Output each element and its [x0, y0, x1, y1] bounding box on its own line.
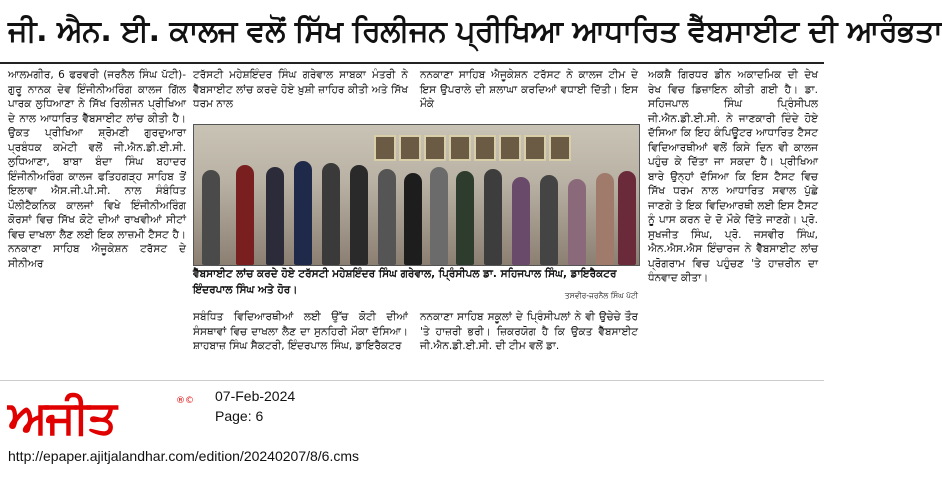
page-number: Page: 6 — [215, 408, 264, 424]
headline: ਜੀ. ਐਨ. ਈ. ਕਾਲਜ ਵਲੋਂ ਸਿੱਖ ਰਿਲੀਜਨ ਪ੍ਰੀਖਿਆ ਆਧਾਰਿਤ ਵੈੱਬਸਾਈਟ ਦੀ ਆਰੰਭਤਾ — [8, 14, 942, 49]
person — [378, 169, 396, 265]
wall-portrait — [474, 135, 496, 161]
person — [456, 171, 474, 265]
person — [404, 173, 422, 265]
person — [322, 163, 340, 265]
headline-rule — [0, 62, 824, 64]
wall-portrait — [524, 135, 546, 161]
ajit-logo: ਅਜੀਤ — [8, 390, 115, 444]
wall-portrait — [449, 135, 471, 161]
logo-trademark-mark: ®© — [176, 396, 194, 406]
wall-portrait — [499, 135, 521, 161]
column-4 — [648, 68, 818, 374]
person — [294, 161, 312, 265]
photo-caption-text: ਵੈੱਬਸਾਈਟ ਲਾਂਚ ਕਰਦੇ ਹੋਏ ਟਰੱਸਟੀ ਮਹੇਸ਼ਇੰਦਰ ਸਿੰਘ ਗਰੇਵਾਲ, ਪ੍ਰਿੰਸੀਪਲ ਡਾ. ਸਹਿਜਪਾਲ ਸਿੰਘ, ਡਾਇਰੈਕਟਰ ਇੰਦਰਪਾਲ ਸਿੰਘ ਅਤੇ ਹੋਰ। — [193, 268, 617, 296]
person — [568, 179, 586, 265]
edition-date: 07-Feb-2024 — [215, 388, 296, 404]
person — [596, 173, 614, 265]
column-2-top-text: ਟਰੱਸਟੀ ਮਹੇਸ਼ਇੰਦਰ ਸਿੰਘ ਗਰੇਵਾਲ ਸਾਬਕਾ ਮੰਤਰੀ ਨੇ ਵੈੱਬਸਾਈਟ ਲਾਂਚ ਕਰਦੇ ਹੋਏ ਖ਼ੁਸ਼ੀ ਜ਼ਾਹਿਰ ਕੀਤੀ ਅਤੇ ਸਿੱਖ ਧਰਮ ਨਾਲ — [193, 69, 408, 110]
column-2-bottom-text: ਸਬੰਧਿਤ ਵਿਦਿਆਰਥੀਆਂ ਲਈ ਉੱਚ ਕੋਟੀ ਦੀਆਂ ਸੰਸਥਾਵਾਂ ਵਿਚ ਦਾਖਲਾ ਲੈਣ ਦਾ ਸੁਨਹਿਰੀ ਮੌਕਾ ਦੱਸਿਆ। ਸ਼ਾਹਬਾਜ਼ ਸਿੰਘ ਸੈਕਟਰੀ, ਇੰਦਰਪਾਲ ਸਿੰਘ, ਡਾਇਰੈਕਟਰ — [193, 311, 408, 352]
wall-portrait — [374, 135, 396, 161]
column-2-top — [193, 68, 408, 120]
person — [618, 171, 636, 265]
column-3-top-text: ਨਨਕਾਣਾ ਸਾਹਿਬ ਐਜੂਕੇਸ਼ਨ ਟਰੱਸਟ ਨੇ ਕਾਲਜ ਟੀਮ ਦੇ ਇਸ ਉਪਰਾਲੇ ਦੀ ਸ਼ਲਾਘਾ ਕਰਦਿਆਂ ਵਧਾਈ ਦਿੱਤੀ। ਇਸ ਮੌਕੇ — [420, 69, 638, 110]
column-1-text: ਆਲਮਗੀਰ, 6 ਫਰਵਰੀ (ਜਰਨੈਲ ਸਿੰਘ ਪੱਟੀ)-ਗੁਰੂ ਨਾਨਕ ਦੇਵ ਇੰਜੀਨੀਅਰਿੰਗ ਕਾਲਜ ਗਿੱਲ ਪਾਰਕ ਲੁਧਿਆਣਾ ਨੇ ਸਿੱਖ ਰਿਲੀਜਨ ਪ੍ਰੀਖਿਆ ਦੇ ਨਾਲ ਆਧਾਰਿਤ ਵੈੱਬਸਾਈਟ ਲਾਂਚ ਕੀਤੀ ਹੈ। ਉਕਤ ਪ੍ਰੀਖਿਆ ਸ਼੍ਰੋਮਣੀ ਗੁਰਦੁਆਰਾ ਪ੍ਰਬੰਧਕ ਕਮੇਟੀ ਵਲੋਂ ਜੀ.ਐਨ.ਡੀ.ਈ.ਸੀ. ਲੁਧਿਆਣਾ, ਬਾਬਾ ਬੰਦਾ ਸਿੰਘ ਬਹਾਦਰ ਇੰਜੀਨੀਅਰਿੰਗ ਕਾਲਜ ਫਤਿਹਗੜ੍ਹ ਸਾਹਿਬ ਤੋਂ ਇਲਾਵਾ ਐਸ.ਜੀ.ਪੀ.ਸੀ. ਨਾਲ ਸੰਬੰਧਿਤ ਪੌਲੀਟੈਕਨਿਕ ਕਾਲਜਾਂ ਵਿਖੇ ਇੰਜੀਨੀਅਰਿੰਗ ਕੋਰਸਾਂ ਵਿਚ ਸਿੱਖ ਕੋਟੇ ਦੀਆਂ ਰਾਖਵੀਆਂ ਸੀਟਾਂ ਵਿਚ ਦਾਖਲਾ ਲੈਣ ਲਈ ਇਕ ਲਾਜ਼ਮੀ ਟੈਸਟ ਹੈ। ਨਨਕਾਣਾ ਸਾਹਿਬ ਐਜੂਕੇਸ਼ਨ ਟਰੱਸਟ ਦੇ ਸੀਨੀਅਰ — [8, 69, 186, 270]
wall-portrait — [424, 135, 446, 161]
person — [512, 177, 530, 265]
source-url[interactable]: http://epaper.ajitjalandhar.com/edition/20240207/8/6.cms — [8, 448, 360, 464]
column-3-top — [420, 68, 638, 120]
column-1 — [8, 68, 186, 374]
footer-divider — [0, 380, 824, 381]
wall-portrait — [549, 135, 571, 161]
column-3-bottom — [420, 310, 638, 376]
wall-portrait — [399, 135, 421, 161]
person — [540, 175, 558, 265]
article-photo — [193, 124, 640, 266]
person — [484, 169, 502, 265]
photo-credit: ਤਸਵੀਰ-ਜਰਨੈਲ ਸਿੰਘ ਪੱਟੀ — [564, 291, 638, 300]
column-4-text: ਅਕਸ਼ੈ ਗਿਰਧਰ ਡੀਨ ਅਕਾਦਮਿਕ ਦੀ ਦੇਖ ਰੇਖ ਵਿਚ ਡਿਜ਼ਾਇਨ ਕੀਤੀ ਗਈ ਹੈ। ਡਾ. ਸਹਿਜਪਾਲ ਸਿੰਘ ਪ੍ਰਿੰਸੀਪਲ ਜੀ.ਐਨ.ਡੀ.ਈ.ਸੀ. ਨੇ ਜਾਣਕਾਰੀ ਦਿੰਦੇ ਹੋਏ ਦੱਸਿਆ ਕਿ ਇਹ ਕੰਪਿਊਟਰ ਆਧਾਰਿਤ ਟੈਸਟ ਵਿਦਿਆਰਥੀਆਂ ਵਲੋਂ ਕਿਸੇ ਦਿਨ ਵੀ ਕਾਲਜ ਪਹੁੰਚ ਕੇ ਦਿੱਤਾ ਜਾ ਸਕਦਾ ਹੈ। ਪ੍ਰੀਖਿਆ ਬਾਰੇ ਉਨ੍ਹਾਂ ਦੱਸਿਆ ਕਿ ਇਸ ਟੈਸਟ ਵਿਚ ਸਿੱਖ ਧਰਮ ਨਾਲ ਆਧਾਰਿਤ ਸਵਾਲ ਪੁੱਛੇ ਜਾਣਗੇ ਤੇ ਇਕ ਵਿਦਿਆਰਥੀ ਲਈ ਇਸ ਟੈਸਟ ਨੂੰ ਪਾਸ ਕਰਨ ਦੇ ਦੋ ਮੌਕੇ ਦਿੱਤੇ ਜਾਣਗੇ। ਪ੍ਰੋ. ਸੁਖਜੀਤ ਸਿੰਘ, ਪ੍ਰੋ. ਜਸਵੀਰ ਸਿੰਘ, ਐਨ.ਐਸ.ਐਸ ਇੰਚਾਰਜ ਨੇ ਵੈੱਬਸਾਈਟ ਲਾਂਚ ਪ੍ਰੋਗਰਾਮ ਵਿਚ ਪਹੁੰਚਣ 'ਤੇ ਹਾਜ਼ਰੀਨ ਦਾ ਧੰਨਵਾਦ ਕੀਤਾ। — [648, 69, 818, 284]
person — [266, 167, 284, 265]
person — [236, 165, 254, 265]
person — [430, 167, 448, 265]
column-2-bottom — [193, 310, 408, 376]
person — [202, 170, 220, 265]
person — [350, 165, 368, 265]
photo-caption — [193, 266, 638, 306]
column-3-bottom-text: ਨਨਕਾਣਾ ਸਾਹਿਬ ਸਕੂਲਾਂ ਦੇ ਪ੍ਰਿੰਸੀਪਲਾਂ ਨੇ ਵੀ ਉਚੇਚੇ ਤੌਰ 'ਤੇ ਹਾਜ਼ਰੀ ਭਰੀ। ਜ਼ਿਕਰਯੋਗ ਹੈ ਕਿ ਉਕਤ ਵੈੱਬਸਾਈਟ ਜੀ.ਐਨ.ਡੀ.ਈ.ਸੀ. ਦੀ ਟੀਮ ਵਲੋਂ ਡਾ. — [420, 311, 638, 352]
